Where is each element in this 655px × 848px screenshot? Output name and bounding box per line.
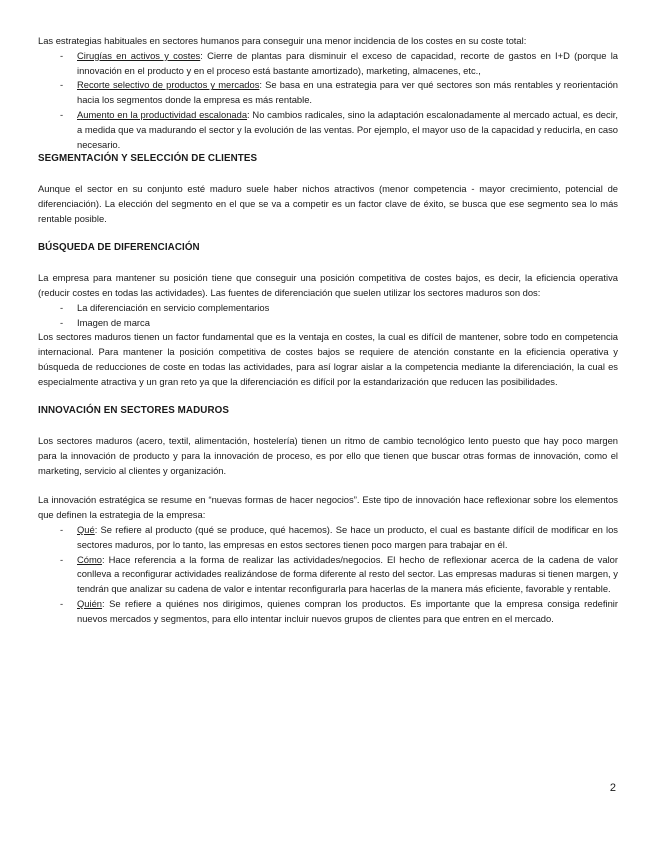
dash-bullet: - bbox=[60, 597, 64, 609]
dash-bullet: - bbox=[60, 108, 64, 120]
innovacion-paragraph-2: La innovación estratégica se resume en “nuevas formas de hacer negocios”. Este tipo de innovación hace reflexionar sobre los elementos que definen la estrategia de la empresa: bbox=[38, 494, 618, 521]
dash-bullet: - bbox=[60, 523, 64, 535]
list-item-text: Imagen de marca bbox=[77, 316, 150, 328]
intro-list bbox=[38, 49, 618, 153]
list-item bbox=[38, 523, 618, 553]
list-item-term: Recorte selectivo de productos y mercados bbox=[77, 79, 260, 91]
list-item-term: Aumento en la productividad escalonada bbox=[77, 108, 248, 120]
list-item-term: Qué bbox=[77, 523, 95, 535]
dash-bullet: - bbox=[60, 316, 64, 328]
section-heading-diferenciacion: BÚSQUEDA DE DIFERENCIACIÓN bbox=[38, 242, 200, 254]
section-heading-segmentacion: SEGMENTACIÓN Y SELECCIÓN DE CLIENTES bbox=[38, 153, 258, 165]
list-item bbox=[38, 316, 618, 331]
list-item-desc: : Cierre de plantas para disminuir el exceso de capacidad, recorte de gastos en I+D (porque la innovación en el producto y en el proceso está bastante amortizado), marketing, almacenes, etc., bbox=[77, 49, 618, 76]
list-item-text: La diferenciación en servicio complementarios bbox=[77, 301, 270, 313]
list-item bbox=[38, 301, 618, 316]
document-page bbox=[38, 34, 618, 626]
diferenciacion-paragraph: La empresa para mantener su posición tiene que conseguir una posición competitiva de costes bajos, es decir, la eficiencia operativa (reducir costes en todas las actividades). Las fuentes de diferenciación que suelen utilizar los sectores maduros son dos: bbox=[38, 272, 618, 298]
list-item bbox=[38, 597, 618, 627]
dash-bullet: - bbox=[60, 79, 64, 91]
diferenciacion-paragraph-2: Los sectores maduros tienen un factor fundamental que es la ventaja en costes, la cual es difícil de mantener, sobre todo en competencia internacional. Para mantener la posición competitiva de costes bajos se requiere de atención constante en la eficiencia operativa y búsqueda de reducciones de coste en todas las actividades, para así lograr aislar a la competencia mediante la diferenciación, la cual es especialmente atractiva y un gran reto ya que la diferenciación es difícil por la estandarización que reducen las posibilidades. bbox=[38, 331, 618, 387]
list-item bbox=[38, 553, 618, 597]
list-item-desc: : No cambios radicales, sino la adaptación escalonadamente al mercado actual, es decir, a medida que va madurando el sector y la evolución de las ventas. Por ejemplo, el mayor uso de la capacidad y reducirla, en caso necesario. bbox=[77, 108, 618, 150]
section-heading-innovacion: INNOVACIÓN EN SECTORES MADUROS bbox=[38, 405, 229, 417]
list-item-desc: : Se refiere al producto (qué se produce, qué hacemos). Se hace un producto, el cual es bastante difícil de modificar en los sectores maduros, por lo tanto, las empresas en estos sectores tienen poco margen para trabajar en él. bbox=[77, 523, 618, 550]
list-item bbox=[38, 49, 618, 79]
list-item-desc: : Se basa en una estrategia para ver qué sectores son más rentables y reorientación hacia los segmentos donde la empresa es más rentable. bbox=[77, 79, 618, 106]
list-item-desc: : Se refiere a quiénes nos dirigimos, quienes compran los productos. Es importante que la empresa consiga redefinir nuevos mercados y segmentos, para ello intentar incluir nuevos grupos de clientes para que entren en el mercado. bbox=[77, 597, 618, 624]
page-number: 2 bbox=[609, 782, 616, 794]
list-item-term: Cómo bbox=[77, 553, 103, 565]
diferenciacion-list bbox=[38, 301, 618, 331]
innovacion-paragraph: Los sectores maduros (acero, textil, alimentación, hostelería) tienen un ritmo de cambio tecnológico lento puesto que hay poco margen para la innovación de producto y para la innovación de proceso, es por ello que tienen que buscar otras formas de innovación, como el marketing, servicio al clientes y organización. bbox=[38, 435, 618, 476]
dash-bullet: - bbox=[60, 301, 64, 313]
segmentacion-paragraph: Aunque el sector en su conjunto esté maduro suele haber nichos atractivos (menor competencia - mayor crecimiento, potencial de diferenciación). La elección del segmento en el que se va a competir es un factor clave de éxito, se busca que ese segmento sea lo más rentable posible. bbox=[38, 183, 618, 224]
list-item-term: Quién bbox=[77, 597, 103, 609]
list-item bbox=[38, 78, 618, 108]
dash-bullet: - bbox=[60, 49, 64, 61]
list-item-term: Cirugías en activos y costes bbox=[77, 49, 201, 61]
intro-paragraph: Las estrategias habituales en sectores humanos para conseguir una menor incidencia de los costes en su coste total: bbox=[38, 35, 527, 46]
innovacion-list bbox=[38, 523, 618, 627]
dash-bullet: - bbox=[60, 553, 64, 565]
list-item-desc: : Hace referencia a la forma de realizar las actividades/negocios. El hecho de reflexionar acerca de la cadena de valor conlleva a reconfigurar actividades realizándose de forma diferente al resto del sector. Las empresas maduras si tienen margen, y tendrán que analizar su cadena de valor e intentar reconfigurarla para hacerlas de la manera más eficiente, favorable y rentable. bbox=[77, 553, 618, 595]
list-item bbox=[38, 108, 618, 152]
